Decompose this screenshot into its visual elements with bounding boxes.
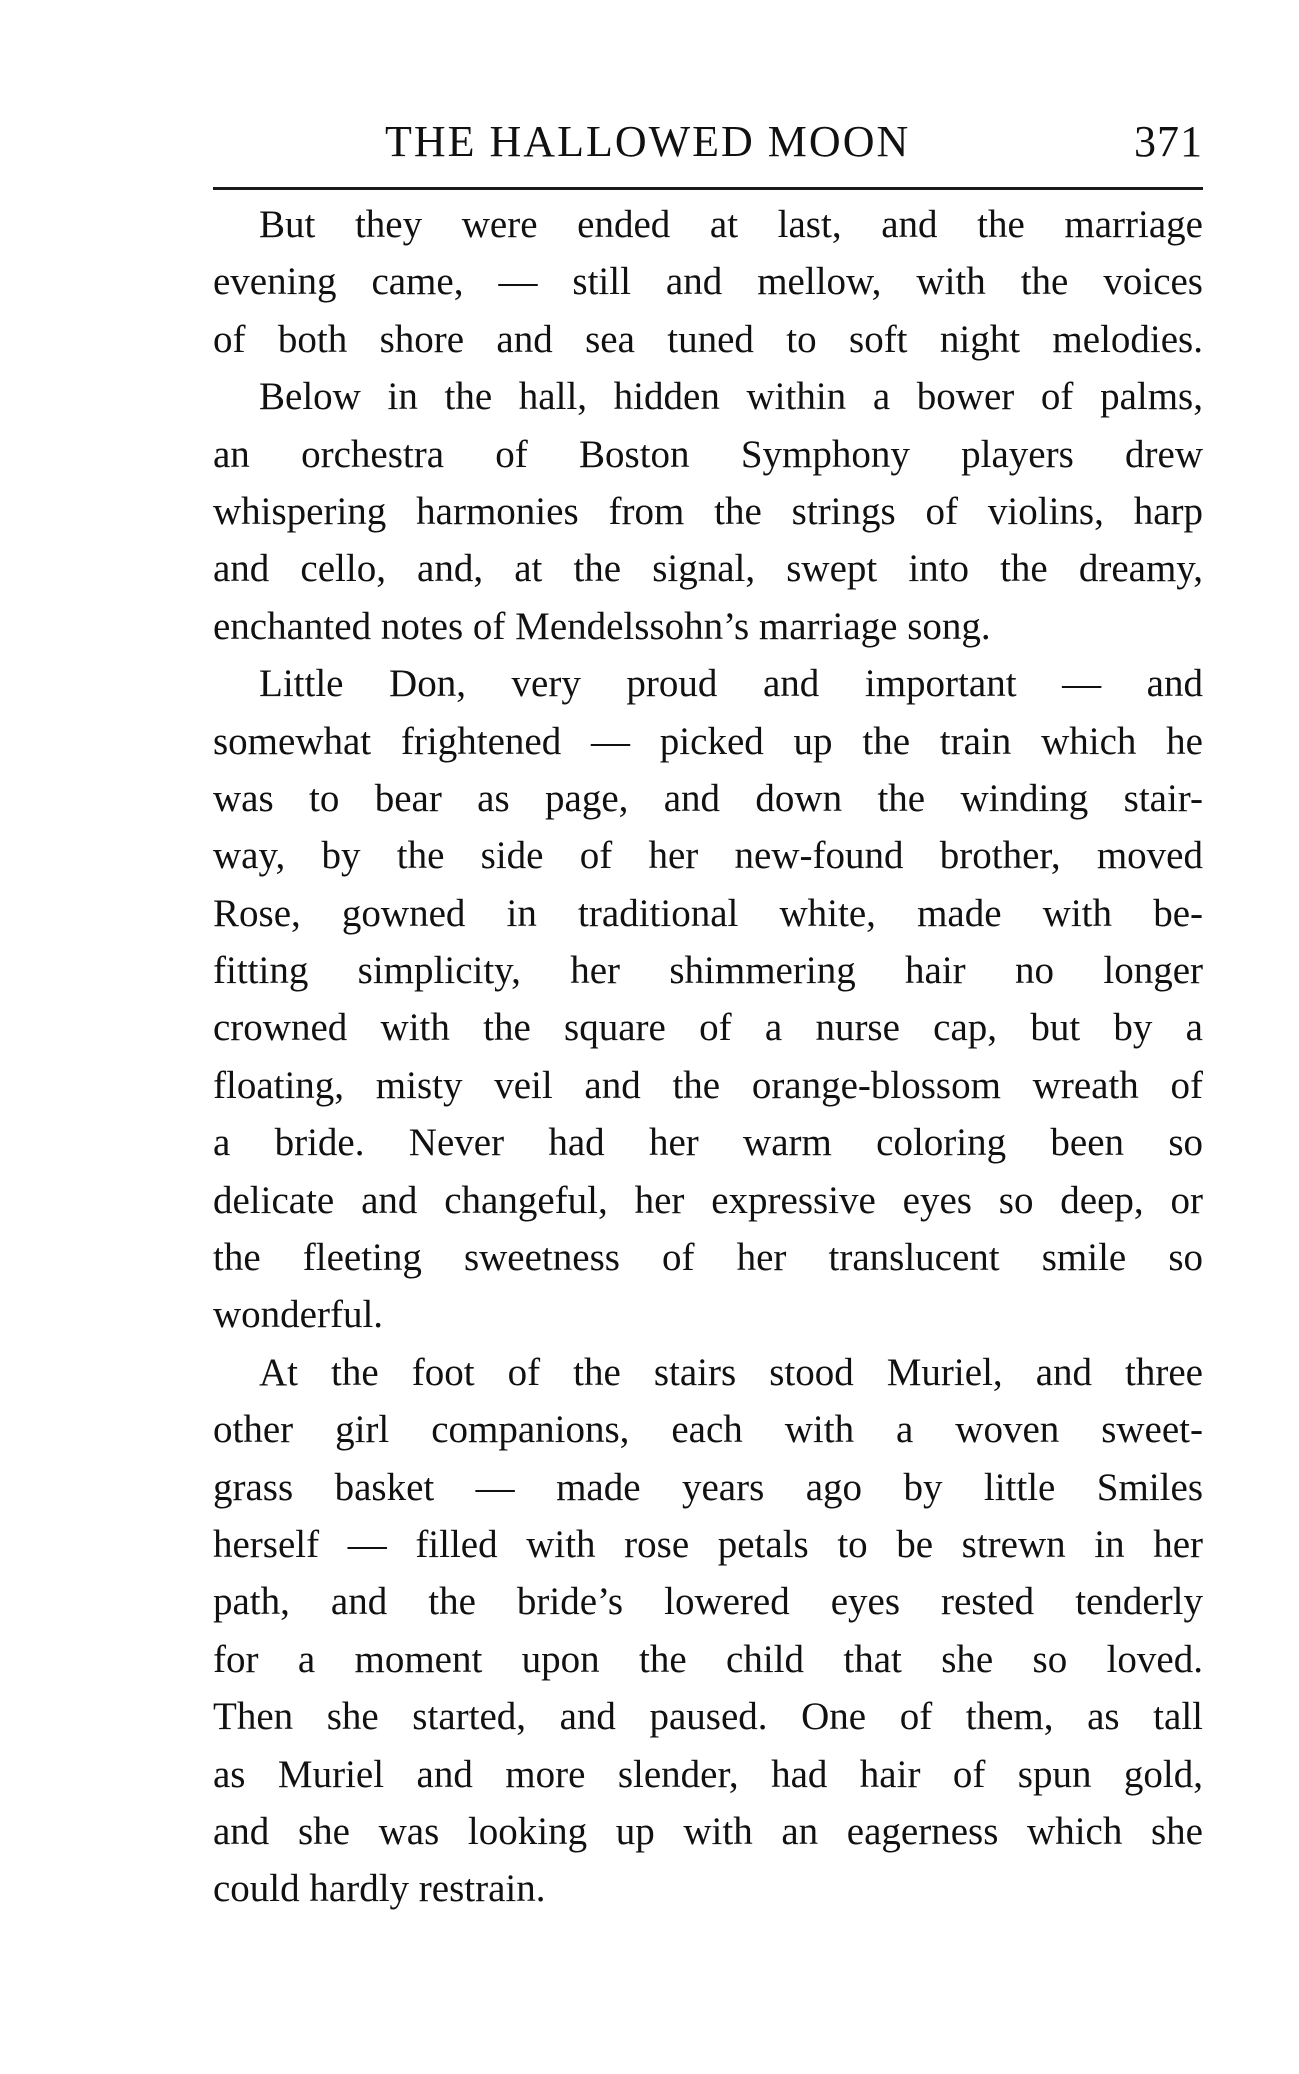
text-line: floating, misty veil and the orange-blossom wreath of [213,1063,1203,1107]
text-line: could hardly restrain. [213,1867,546,1911]
text-line: herself — filled with rose petals to be strewn in her [213,1522,1203,1566]
text-line: an orchestra of Boston Symphony players drew [213,432,1203,476]
text-line: the fleeting sweetness of her translucent smile so [213,1236,1203,1280]
paragraph-1 [213,196,1203,368]
text-line: Then she started, and paused. One of them, as tall [213,1695,1203,1739]
text-line: other girl companions, each with a woven sweet- [213,1408,1203,1452]
text-line: crowned with the square of a nurse cap, but by a [213,1006,1203,1050]
text-line: a bride. Never had her warm coloring been so [213,1121,1203,1165]
header-rule [213,187,1203,190]
text-line: wonderful. [213,1293,384,1337]
paragraph-4 [213,1344,1203,1918]
text-line: way, by the side of her new-found brother, moved [213,834,1203,878]
text-line: path, and the bride’s lowered eyes rested tenderly [213,1580,1203,1624]
text-line: and cello, and, at the signal, swept into the dreamy, [213,547,1203,591]
paragraph-2 [213,368,1203,655]
text-line: At the foot of the stairs stood Muriel, and three [259,1350,1203,1394]
text-line: Below in the hall, hidden within a bower of palms, [259,375,1203,419]
text-line: for a moment upon the child that she so loved. [213,1637,1203,1681]
text-line: and she was looking up with an eagerness which she [213,1809,1203,1853]
body-text [213,196,1203,1918]
text-line: of both shore and sea tuned to soft night melodies. [213,317,1203,361]
text-line: evening came, — still and mellow, with the voices [213,260,1203,304]
text-line: as Muriel and more slender, had hair of spun gold, [213,1752,1203,1796]
text-line: grass basket — made years ago by little Smiles [213,1465,1203,1509]
text-line: fitting simplicity, her shimmering hair no longer [213,949,1203,993]
text-line: Rose, gowned in traditional white, made with be- [213,891,1203,935]
text-line: But they were ended at last, and the marriage [259,203,1203,246]
text-line: delicate and changeful, her expressive eyes so deep, or [213,1178,1203,1222]
text-line: Little Don, very proud and important — and [259,662,1203,706]
text-line: enchanted notes of Mendelssohn’s marriage song. [213,604,991,648]
text-line: somewhat frightened — picked up the train which he [213,719,1203,763]
running-header [213,112,1203,172]
running-title: THE HALLOWED MOON [385,117,911,166]
paragraph-3 [213,655,1203,1344]
text-line: whispering harmonies from the strings of violins, harp [213,489,1203,533]
page-number: 371 [1134,117,1203,166]
text-line: was to bear as page, and down the winding stair- [213,776,1203,820]
